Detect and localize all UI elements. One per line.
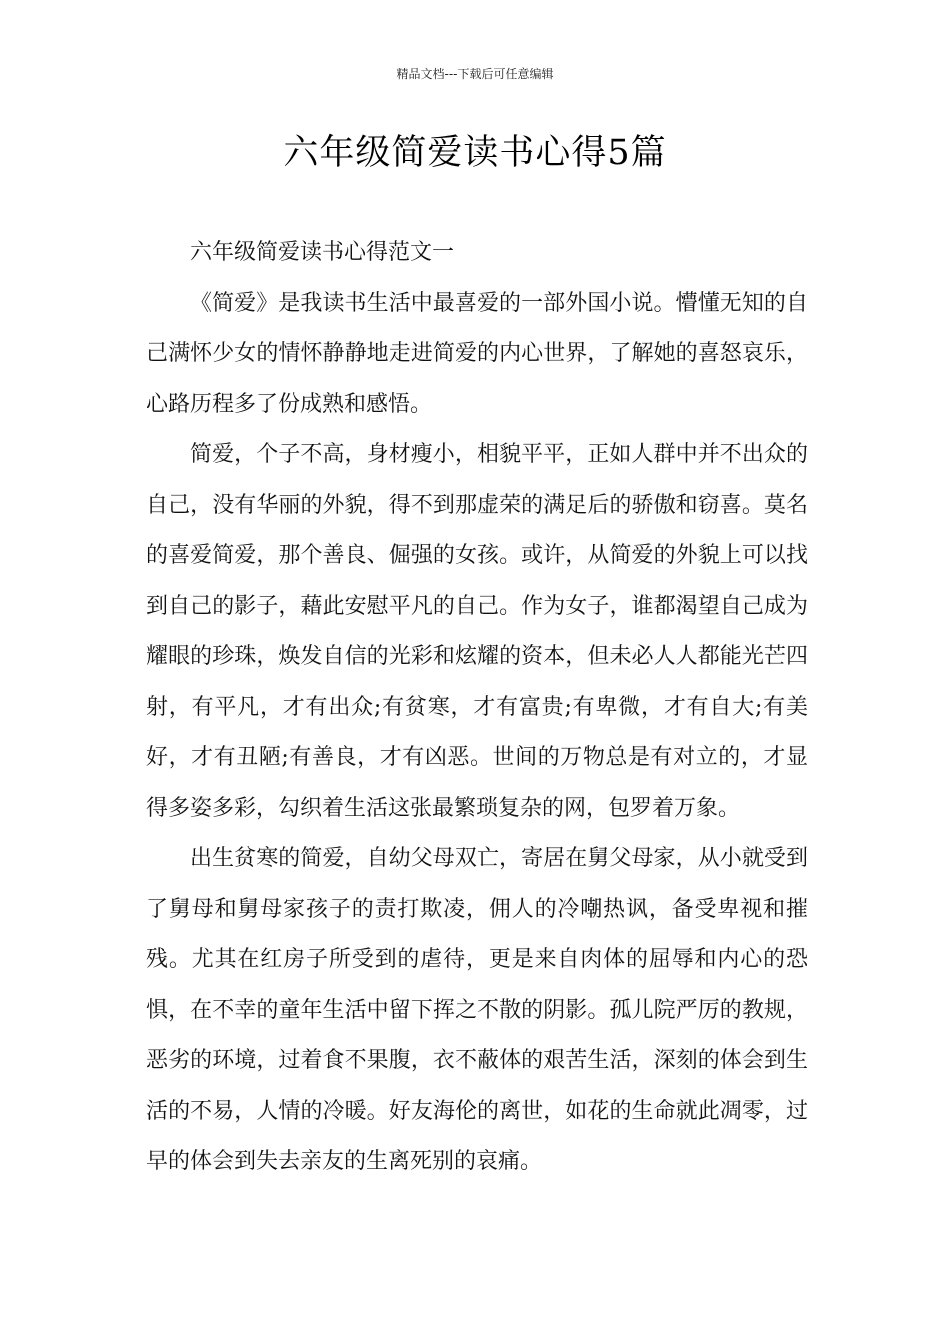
document-title: 六年级简爱读书心得5篇 <box>283 133 667 173</box>
paragraph-3: 出生贫寒的简爱，自幼父母双亡，寄居在舅父母家，从小就受到了舅母和舅母家孩子的责打欺凌，佣人的冷嘲热讽，备受卑视和摧残。尤其在红房子所受到的虐待，更是来自肉体的屈辱和内心的恐惧，在不幸的童年生活中留下挥之不散的阴影。孤儿院严厉的教规，恶劣的环境，过着食不果腹，衣不蔽体的艰苦生活，深刻的体会到生活的不易，人情的冷暖。好友海伦的离世，如花的生命就此凋零，过早的体会到失去亲友的生离死别的哀痛。 <box>146 846 808 1174</box>
paragraph-2: 简爱，个子不高，身材瘦小，相貌平平，正如人群中并不出众的自己，没有华丽的外貌，得不到那虚荣的满足后的骄傲和窃喜。莫名的喜爱简爱，那个善良、倔强的女孩。或许，从简爱的外貌上可以找到自己的影子，藉此安慰平凡的自己。作为女子，谁都渴望自己成为耀眼的珍珠，焕发自信的光彩和炫耀的资本，但未必人人都能光芒四射，有平凡，才有出众;有贫寒，才有富贵;有卑微，才有自大;有美好，才有丑陋;有善良，才有凶恶。世间的万物总是有对立的，才显得多姿多彩，勾织着生活这张最繁琐复杂的网，包罗着万象。 <box>146 442 808 821</box>
header-note: 精品文档---下载后可任意编辑 <box>396 67 554 81</box>
section-heading: 六年级简爱读书心得范文一 <box>190 240 455 265</box>
paragraph-1: 《简爱》是我读书生活中最喜爱的一部外国小说。懵懂无知的自己满怀少女的情怀静静地走进简爱的内心世界，了解她的喜怒哀乐，心路历程多了份成熟和感悟。 <box>146 290 808 417</box>
document-body <box>146 228 808 1188</box>
